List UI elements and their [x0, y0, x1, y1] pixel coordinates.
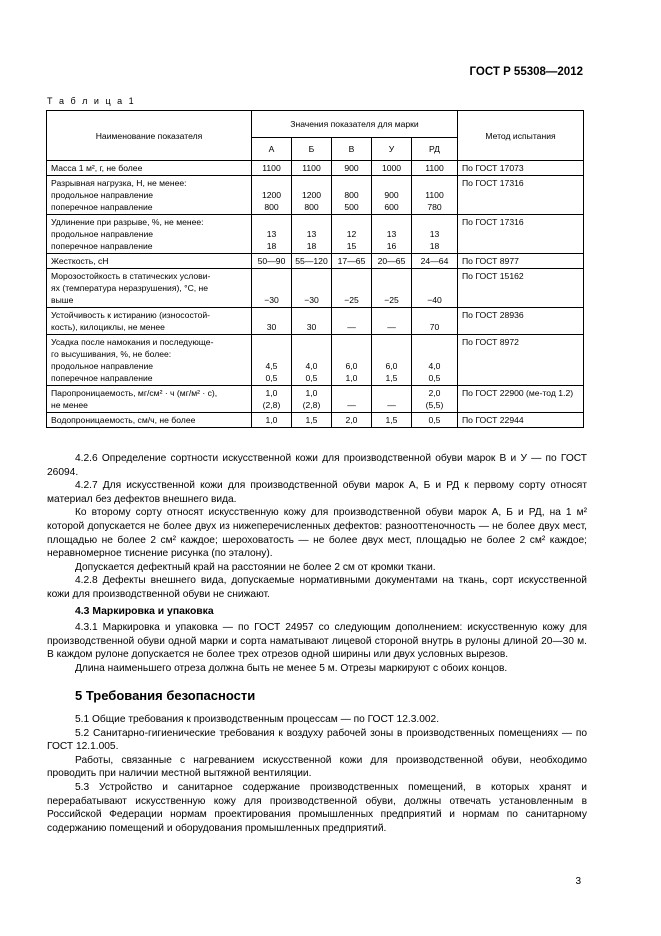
- indicator-name-line: поперечное направление: [51, 202, 153, 212]
- value-line: —: [347, 400, 356, 410]
- test-method-cell: По ГОСТ 8977: [458, 254, 584, 269]
- value-line: 18: [306, 241, 317, 251]
- value-cell: [332, 161, 372, 176]
- value-line: 30: [306, 322, 317, 332]
- value-line: −25: [344, 295, 359, 305]
- indicator-name-line: Жесткость, сН: [51, 256, 109, 266]
- value-line: 4,0: [305, 361, 318, 371]
- value-cell: [412, 215, 458, 254]
- grade-header-cell: В: [332, 138, 372, 161]
- paragraph-4-3-1-length: Длина наименьшего отреза должна быть не менее 5 м. Отрезы маркируют с обоих концов.: [75, 662, 508, 674]
- value-line: 0,5: [428, 415, 441, 425]
- value-line: 2,0: [428, 388, 441, 398]
- table-row: [47, 308, 584, 335]
- paragraph-5-3: 5.3 Устройство и санитарное содержание производственных помещений, в которых хранят и перерабатывают искусственную кожу для производственной обуви, должны отвечать установленным в Российской Федерации нормам проектирования промышленных предприятий и нормам по санитарному содержанию помещений и оборудования промышленных предприятий.: [47, 782, 587, 834]
- value-line: 1100: [262, 163, 281, 173]
- value-line: 2,0: [345, 415, 358, 425]
- value-cell: [292, 161, 332, 176]
- table-row: [47, 335, 584, 386]
- indicator-name-line: ях (температура неразрушения), °С, не: [51, 283, 209, 293]
- test-method-cell: По ГОСТ 22900 (ме-тод 1.2): [458, 386, 584, 413]
- paragraph-4-2-8: 4.2.8 Дефекты внешнего вида, допускаемые нормативными документами на ткань, сорт искусственной кожи для производственной обуви не снижают.: [47, 575, 587, 600]
- value-line: (5,5): [425, 400, 444, 410]
- paragraph-4-2-7-second-grade: Ко второму сорту относят искусственную кожу для производственной обуви марок А, Б и РД, на 1 м² которой допускается не более двух из нижеперечисленных дефектов: разнооттеночность — не более двух мест, площадью не более 2 см² каждое; шероховатость — не более двух мест, площадью не более 2 см² каждое; неравномерное тиснение рисунка (по эталону).: [47, 507, 587, 560]
- value-line: 13: [386, 229, 397, 239]
- value-line: 24—64: [420, 256, 449, 266]
- value-line: 1,0: [265, 388, 278, 398]
- value-line: 1,0: [345, 373, 358, 383]
- value-line: —: [347, 322, 356, 332]
- table-row: [47, 254, 584, 269]
- indicator-name-line: продольное направление: [51, 229, 154, 239]
- value-line: 18: [266, 241, 277, 251]
- value-line: 1,5: [385, 415, 398, 425]
- indicator-name-cell: [47, 269, 252, 308]
- value-cell: [292, 215, 332, 254]
- indicator-name-cell: [47, 413, 252, 428]
- body-text: [47, 452, 587, 835]
- test-method-cell: По ГОСТ 28936: [458, 308, 584, 335]
- value-cell: [252, 161, 292, 176]
- table-row: [47, 176, 584, 215]
- header-method: Метод испытания: [458, 111, 584, 161]
- value-line: 600: [384, 202, 399, 212]
- value-cell: [372, 161, 412, 176]
- value-line: 1100: [425, 190, 444, 200]
- value-line: 1100: [425, 163, 444, 173]
- value-cell: [252, 386, 292, 413]
- value-cell: [292, 308, 332, 335]
- indicator-name-cell: [47, 215, 252, 254]
- value-line: 13: [306, 229, 317, 239]
- indicator-name-line: Паропроницаемость, мг/см² · ч (мг/м² · с),: [51, 388, 218, 398]
- value-cell: [252, 413, 292, 428]
- value-line: 20—65: [377, 256, 406, 266]
- paragraph-5-1: 5.1 Общие требования к производственным процессам — по ГОСТ 12.3.002.: [75, 714, 440, 726]
- value-line: 900: [384, 190, 399, 200]
- table-row: [47, 215, 584, 254]
- indicator-name-cell: [47, 308, 252, 335]
- value-cell: [412, 254, 458, 269]
- value-cell: [372, 269, 412, 308]
- value-line: 13: [429, 229, 440, 239]
- value-line: —: [387, 322, 396, 332]
- value-cell: [332, 335, 372, 386]
- value-cell: [252, 269, 292, 308]
- value-line: 1,5: [305, 415, 318, 425]
- value-cell: [332, 308, 372, 335]
- test-method-cell: По ГОСТ 22944: [458, 413, 584, 428]
- value-cell: [412, 176, 458, 215]
- value-line: 0,5: [305, 373, 318, 383]
- table-row: [47, 386, 584, 413]
- indicator-name-line: Морозостойкость в статических услови-: [51, 271, 211, 281]
- value-line: 0,5: [428, 373, 441, 383]
- page-number: 3: [575, 876, 581, 887]
- test-method-cell: По ГОСТ 17316: [458, 176, 584, 215]
- value-line: 900: [344, 163, 359, 173]
- indicator-name-line: Усадка после намокания и последующе-: [51, 337, 214, 347]
- value-line: 55—120: [295, 256, 328, 266]
- value-line: −40: [427, 295, 442, 305]
- indicator-name-line: Масса 1 м², г, не более: [51, 163, 143, 173]
- value-cell: [292, 254, 332, 269]
- indicator-name-cell: [47, 386, 252, 413]
- value-line: (2,8): [262, 400, 281, 410]
- table-row: [47, 161, 584, 176]
- value-line: 1,0: [305, 388, 318, 398]
- value-line: 500: [344, 202, 359, 212]
- value-line: 50—90: [257, 256, 286, 266]
- value-line: 800: [264, 202, 279, 212]
- grade-header-cell: У: [372, 138, 412, 161]
- value-line: 1,5: [385, 373, 398, 383]
- indicator-name-line: не менее: [51, 400, 88, 410]
- indicator-name-line: го высушивания, %, не более:: [51, 349, 172, 359]
- value-cell: [372, 386, 412, 413]
- value-cell: [292, 176, 332, 215]
- value-cell: [372, 176, 412, 215]
- value-cell: [332, 176, 372, 215]
- value-cell: [372, 413, 412, 428]
- indicator-name-line: поперечное направление: [51, 373, 153, 383]
- grade-header-cell: А: [252, 138, 292, 161]
- value-cell: [412, 335, 458, 386]
- value-line: −25: [384, 295, 399, 305]
- value-cell: [412, 413, 458, 428]
- paragraph-4-2-6: 4.2.6 Определение сортности искусственной кожи для производственной обуви марок В и У — по ГОСТ 26094.: [47, 453, 587, 478]
- value-line: 1000: [381, 163, 402, 173]
- indicator-name-cell: [47, 254, 252, 269]
- value-cell: [292, 269, 332, 308]
- value-cell: [332, 215, 372, 254]
- grade-header-cell: РД: [412, 138, 458, 161]
- paragraph-5-2-heating: Работы, связанные с нагреванием искусственной кожи для производственной обуви, необходимо проводить при наличии местной вытяжной вентиляции.: [47, 754, 587, 780]
- value-line: 1,0: [265, 415, 278, 425]
- value-line: 1100: [302, 163, 321, 173]
- value-line: 12: [346, 229, 357, 239]
- table-row: [47, 269, 584, 308]
- value-line: 16: [386, 241, 397, 251]
- test-method-cell: По ГОСТ 17073: [458, 161, 584, 176]
- indicator-name-line: продольное направление: [51, 190, 154, 200]
- value-cell: [412, 386, 458, 413]
- value-line: 70: [429, 322, 440, 332]
- value-cell: [292, 335, 332, 386]
- test-method-cell: По ГОСТ 17316: [458, 215, 584, 254]
- indicator-name-line: Водопроницаемость, см/ч, не более: [51, 415, 196, 425]
- grade-header-cell: Б: [292, 138, 332, 161]
- indicator-name-cell: [47, 176, 252, 215]
- heading-4-3: 4.3 Маркировка и упаковка: [75, 605, 214, 617]
- indicator-name-cell: [47, 335, 252, 386]
- indicator-name-line: Разрывная нагрузка, Н, не менее:: [51, 178, 187, 188]
- value-line: 800: [304, 202, 319, 212]
- value-cell: [252, 215, 292, 254]
- indicator-name-line: продольное направление: [51, 361, 154, 371]
- value-line: 18: [429, 241, 440, 251]
- paragraph-5-2: 5.2 Санитарно-гигиенические требования к воздуху рабочей зоны в производственных помещениях — по ГОСТ 12.1.005.: [47, 727, 587, 753]
- indicator-name-line: выше: [51, 295, 74, 305]
- value-cell: [252, 335, 292, 386]
- value-line: 17—65: [337, 256, 366, 266]
- value-line: 13: [266, 229, 277, 239]
- value-cell: [252, 176, 292, 215]
- properties-table: [46, 110, 584, 428]
- value-cell: [332, 269, 372, 308]
- value-line: 30: [266, 322, 277, 332]
- value-cell: [252, 308, 292, 335]
- value-cell: [292, 386, 332, 413]
- table-row: [47, 413, 584, 428]
- value-cell: [332, 254, 372, 269]
- test-method-cell: По ГОСТ 8972: [458, 335, 584, 386]
- value-line: 780: [427, 202, 442, 212]
- paragraph-4-3-1: 4.3.1 Маркировка и упаковка — по ГОСТ 24957 со следующим дополнением: искусственную кожу для производственной обуви одной марки и сорта наматывают лицевой стороной внутрь в рулоны длиной 20—30 м. В каждом рулоне допускается не более трех отрезов одной ширины или двух условных вырезов.: [47, 622, 587, 661]
- header-name: Наименование показателя: [47, 111, 252, 161]
- heading-5: 5 Требования безопасности: [75, 687, 256, 703]
- indicator-name-line: кость), килоциклы, не менее: [51, 322, 165, 332]
- value-line: (2,8): [302, 400, 321, 410]
- test-method-cell: По ГОСТ 15162: [458, 269, 584, 308]
- indicator-name-line: поперечное направление: [51, 241, 153, 251]
- value-cell: [412, 161, 458, 176]
- header-values-group: Значения показателя для марки: [252, 111, 458, 138]
- value-cell: [372, 254, 412, 269]
- indicator-name-line: Устойчивость к истиранию (износостой-: [51, 310, 211, 320]
- value-cell: [372, 335, 412, 386]
- paragraph-4-2-7: 4.2.7 Для искусственной кожи для производственной обуви марок А, Б и РД к первому сорту относят материал без дефектов внешнего вида.: [47, 480, 587, 505]
- value-line: 6,0: [345, 361, 358, 371]
- value-cell: [292, 413, 332, 428]
- paragraph-4-2-7-edge: Допускается дефектный край на расстоянии не более 2 см от кромки ткани.: [75, 561, 436, 573]
- value-line: 0,5: [265, 373, 278, 383]
- indicator-name-line: Удлинение при разрыве, %, не менее:: [51, 217, 204, 227]
- value-line: 4,0: [428, 361, 441, 371]
- table-body: [47, 161, 584, 428]
- value-line: 4,5: [265, 361, 278, 371]
- value-cell: [372, 308, 412, 335]
- value-line: 1200: [301, 190, 322, 200]
- value-line: 15: [346, 241, 357, 251]
- document-header: ГОСТ Р 55308—2012: [469, 66, 583, 78]
- value-line: −30: [304, 295, 319, 305]
- value-line: 1200: [261, 190, 282, 200]
- value-cell: [252, 254, 292, 269]
- value-line: 800: [344, 190, 359, 200]
- value-line: −30: [264, 295, 279, 305]
- table-caption: Т а б л и ц а 1: [47, 96, 136, 106]
- value-cell: [412, 269, 458, 308]
- value-cell: [412, 308, 458, 335]
- indicator-name-cell: [47, 161, 252, 176]
- value-line: 6,0: [385, 361, 398, 371]
- value-line: —: [387, 400, 396, 410]
- value-cell: [372, 215, 412, 254]
- value-cell: [332, 386, 372, 413]
- value-cell: [332, 413, 372, 428]
